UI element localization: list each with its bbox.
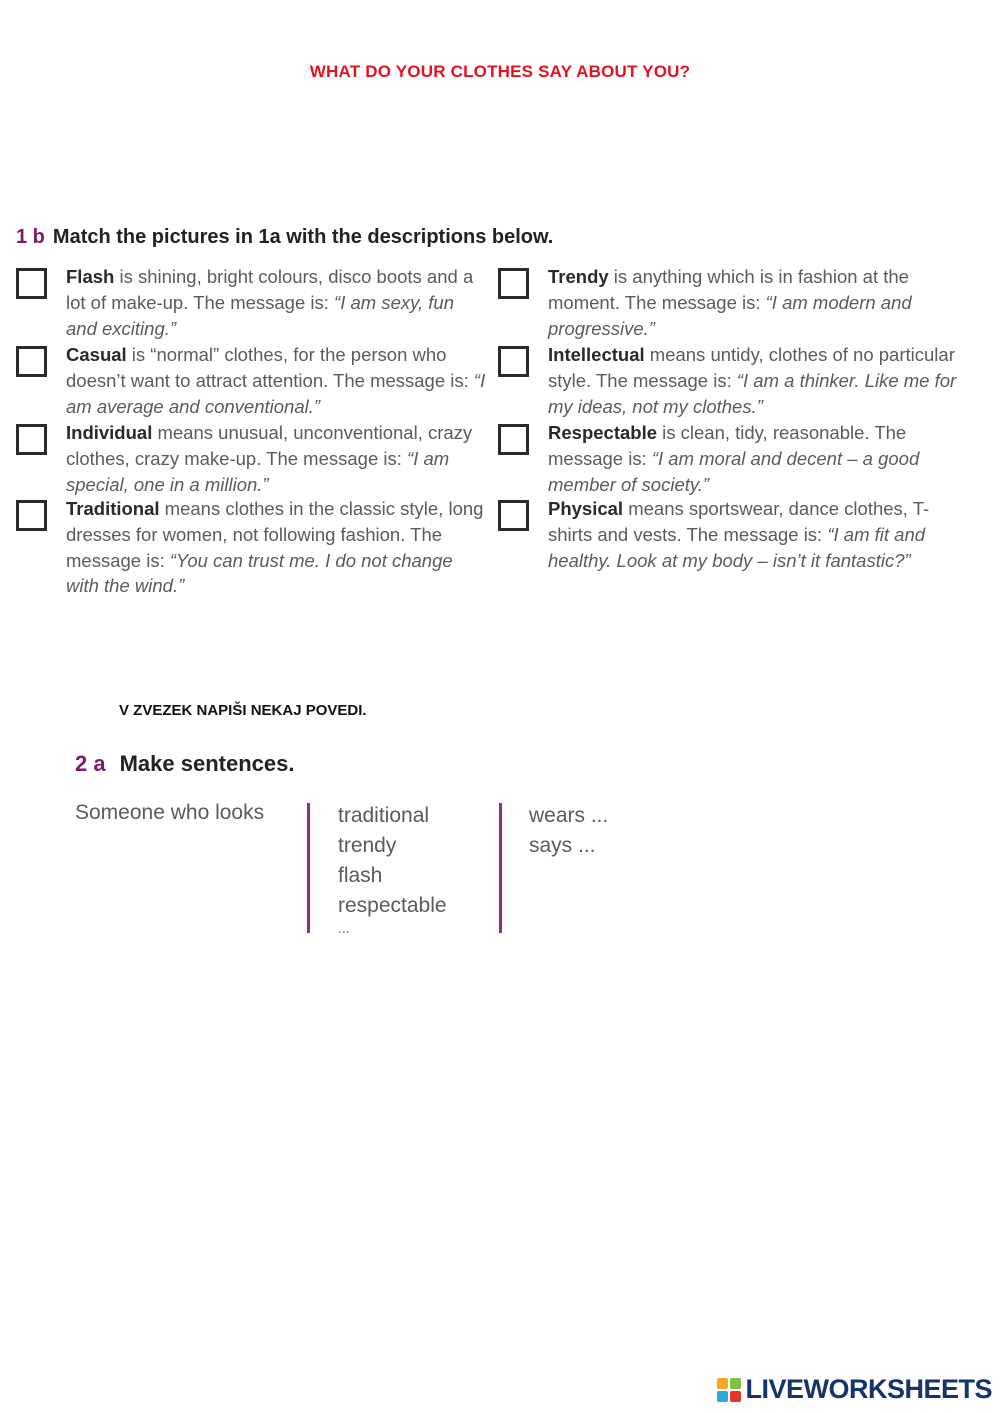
- section-1b-number: 1 b: [16, 226, 45, 248]
- description-quote: “You can trust me. I do not change with the wind.”: [66, 549, 453, 597]
- notebook-instruction: V ZVEZEK NAPIŠI NEKAJ POVEDI.: [119, 702, 367, 719]
- term-label: Physical: [548, 498, 624, 519]
- answer-checkbox-casual[interactable]: [16, 346, 47, 377]
- description-body: means sportswear, dance clothes, T-shirts and vests. The message is:: [548, 498, 930, 545]
- answer-checkbox-individual[interactable]: [16, 424, 47, 455]
- description-text: [66, 496, 486, 599]
- liveworksheets-logo-icon: [717, 1378, 741, 1402]
- section-2a-number: 2 a: [75, 751, 106, 776]
- answer-checkbox-flash[interactable]: [16, 268, 47, 299]
- description-text: [548, 342, 968, 419]
- term-label: Casual: [66, 344, 127, 365]
- section-1b-instruction: Match the pictures in 1a with the descriptions below.: [52, 226, 554, 248]
- term-label: Respectable: [548, 422, 657, 443]
- description-body: means untidy, clothes of no particular style. The message is:: [548, 344, 955, 391]
- worksheet-title: WHAT DO YOUR CLOTHES SAY ABOUT YOU?: [309, 62, 691, 81]
- verb-list: [529, 801, 608, 861]
- term-label: Intellectual: [548, 344, 645, 365]
- adjective-list: [338, 801, 447, 935]
- description-body: is clean, tidy, reasonable. The message is:: [548, 422, 907, 469]
- logo-text: LIVEWORKSHEETS: [745, 1374, 992, 1404]
- description-body: is “normal” clothes, for the person who doesn’t want to attract attention. The message is:: [66, 344, 474, 391]
- answer-checkbox-trendy[interactable]: [498, 268, 529, 299]
- description-body: means unusual, unconventional, crazy clothes, crazy make-up. The message is:: [66, 422, 473, 469]
- term-label: Flash: [66, 266, 115, 287]
- term-label: Trendy: [548, 266, 609, 287]
- description-body: is shining, bright colours, disco boots and a lot of make-up. The message is:: [66, 266, 474, 313]
- term-label: Traditional: [66, 498, 160, 519]
- description-quote: “I am a thinker. Like me for my ideas, not my clothes.”: [548, 369, 957, 417]
- adjective-item: traditional: [338, 804, 430, 827]
- description-body: means clothes in the classic style, long dresses for women, not following fashion. The message is:: [66, 498, 484, 571]
- section-2a-instruction: Make sentences.: [119, 751, 295, 776]
- description-text: [548, 264, 968, 341]
- section-1b-heading: [16, 226, 553, 249]
- description-quote: “I am modern and progressive.”: [548, 291, 912, 339]
- section-2a-heading: [75, 751, 294, 777]
- description-text: [548, 420, 968, 497]
- liveworksheets-logo: [717, 1374, 992, 1405]
- answer-checkbox-intellectual[interactable]: [498, 346, 529, 377]
- column-divider-2: [499, 803, 502, 933]
- description-quote: “I am moral and decent – a good member of society.”: [548, 447, 920, 495]
- term-label: Individual: [66, 422, 153, 443]
- description-text: [66, 264, 486, 341]
- adjective-item: ...: [338, 920, 350, 936]
- description-quote: “I am average and conventional.”: [66, 369, 486, 417]
- column-divider-1: [307, 803, 310, 933]
- answer-checkbox-respectable[interactable]: [498, 424, 529, 455]
- description-text: [548, 496, 968, 573]
- description-body: is anything which is in fashion at the moment. The message is:: [548, 266, 909, 313]
- adjective-item: trendy: [338, 834, 397, 857]
- description-text: [66, 420, 486, 497]
- sentence-start: Someone who looks: [75, 801, 265, 824]
- description-quote: “I am fit and healthy. Look at my body – isn’t it fantastic?”: [548, 523, 926, 571]
- description-text: [66, 342, 486, 419]
- adjective-item: flash: [338, 864, 383, 887]
- description-quote: “I am special, one in a million.”: [66, 447, 450, 495]
- verb-item: wears ...: [529, 804, 609, 827]
- answer-checkbox-traditional[interactable]: [16, 500, 47, 531]
- verb-item: says ...: [529, 834, 596, 857]
- adjective-item: respectable: [338, 894, 447, 917]
- answer-checkbox-physical[interactable]: [498, 500, 529, 531]
- description-quote: “I am sexy, fun and exciting.”: [66, 291, 454, 339]
